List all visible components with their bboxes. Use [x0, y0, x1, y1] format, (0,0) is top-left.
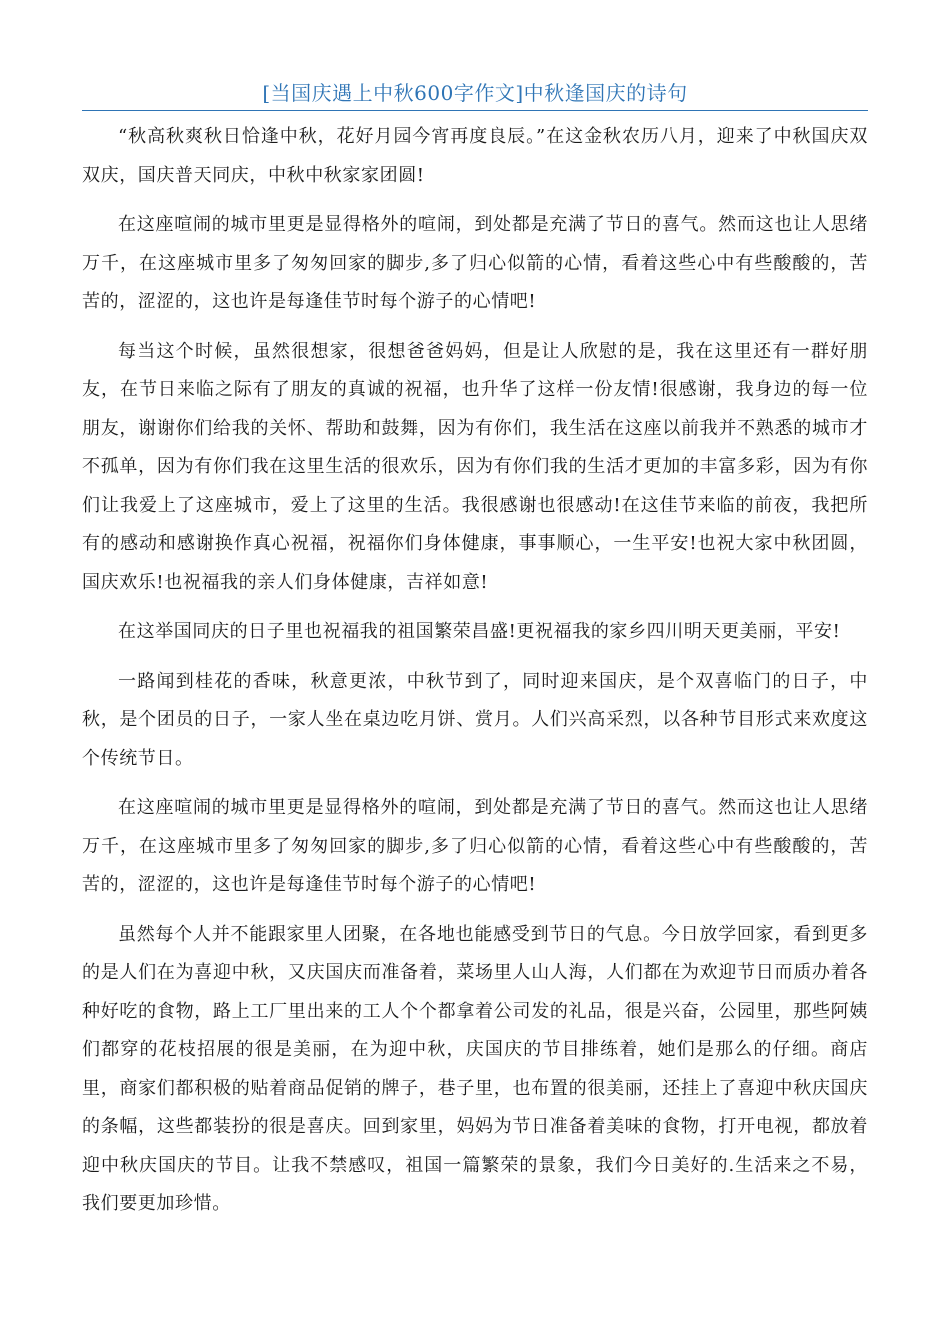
paragraph-4: 在这举国同庆的日子里也祝福我的祖国繁荣昌盛!更祝福我的家乡四川明天更美丽，平安! [118, 621, 841, 642]
paragraph-1: “秋高秋爽秋日恰逢中秋，花好月园今宵再度良辰。”在这金秋农历八月，迎来了中秋国庆双双庆，国庆普天同庆，中秋中秋家家团圆! [82, 126, 868, 186]
paragraph-2: 在这座喧闹的城市里更是显得格外的喧闹，到处都是充满了节日的喜气。然而这也让人思绪万千，在这座城市里多了匆匆回家的脚步,多了归心似箭的心情，看着这些心中有些酸酸的，苦苦的，涩涩的，这也许是每逢佳节时每个游子的心情吧! [82, 214, 868, 312]
paragraph-3: 每当这个时候，虽然很想家，很想爸爸妈妈，但是让人欣慰的是，我在这里还有一群好朋友，在节日来临之际有了朋友的真诚的祝福，也升华了这样一份友情!很感谢，我身边的每一位朋友，谢谢你们给我的关怀、帮助和鼓舞，因为有你们，我生活在这座以前我并不熟悉的城市才不孤单，因为有你们我在这里生活的很欢乐，因为有你们我的生活才更加的丰富多彩，因为有你们让我爱上了这座城市，爱上了这里的生活。我很感谢也很感动!在这佳节来临的前夜，我把所有的感动和感谢换作真心祝福，祝福你们身体健康，事事顺心，一生平安!也祝大家中秋团圆，国庆欢乐!也祝福我的亲人们身体健康，吉祥如意! [82, 340, 868, 593]
page-title: [当国庆遇上中秋600字作文]中秋逢国庆的诗句 [262, 81, 688, 105]
paragraph-7: 虽然每个人并不能跟家里人团聚，在各地也能感受到节日的气息。今日放学回家，看到更多的是人们在为喜迎中秋，又庆国庆而准备着，菜场里人山人海，人们都在为欢迎节日而质办着各种好吃的食物，路上工厂里出来的工人个个都拿着公司发的礼品，很是兴奋，公园里，那些阿姨们都穿的花枝招展的很是美丽，在为迎中秋，庆国庆的节目排练着，她们是那么的仔细。商店里，商家们都积极的贴着商品促销的牌子，巷子里，也布置的很美丽，还挂上了喜迎中秋庆国庆的条幅，这些都装扮的很是喜庆。回到家里，妈妈为节日准备着美味的食物，打开电视，都放着迎中秋庆国庆的节目。让我不禁感叹，祖国一篇繁荣的景象，我们今日美好的.生活来之不易，我们要更加珍惜。 [82, 923, 868, 1214]
article-body [82, 118, 868, 1235]
page-header [82, 76, 868, 111]
paragraph-5: 一路闻到桂花的香味，秋意更浓，中秋节到了，同时迎来国庆，是个双喜临门的日子，中秋，是个团员的日子，一家人坐在桌边吃月饼、赏月。人们兴高采烈，以各种节目形式来欢度这个传统节日。 [82, 670, 868, 769]
paragraph-6: 在这座喧闹的城市里更是显得格外的喧闹，到处都是充满了节日的喜气。然而这也让人思绪万千，在这座城市里多了匆匆回家的脚步,多了归心似箭的心情，看着这些心中有些酸酸的，苦苦的，涩涩的，这也许是每逢佳节时每个游子的心情吧! [82, 797, 868, 895]
